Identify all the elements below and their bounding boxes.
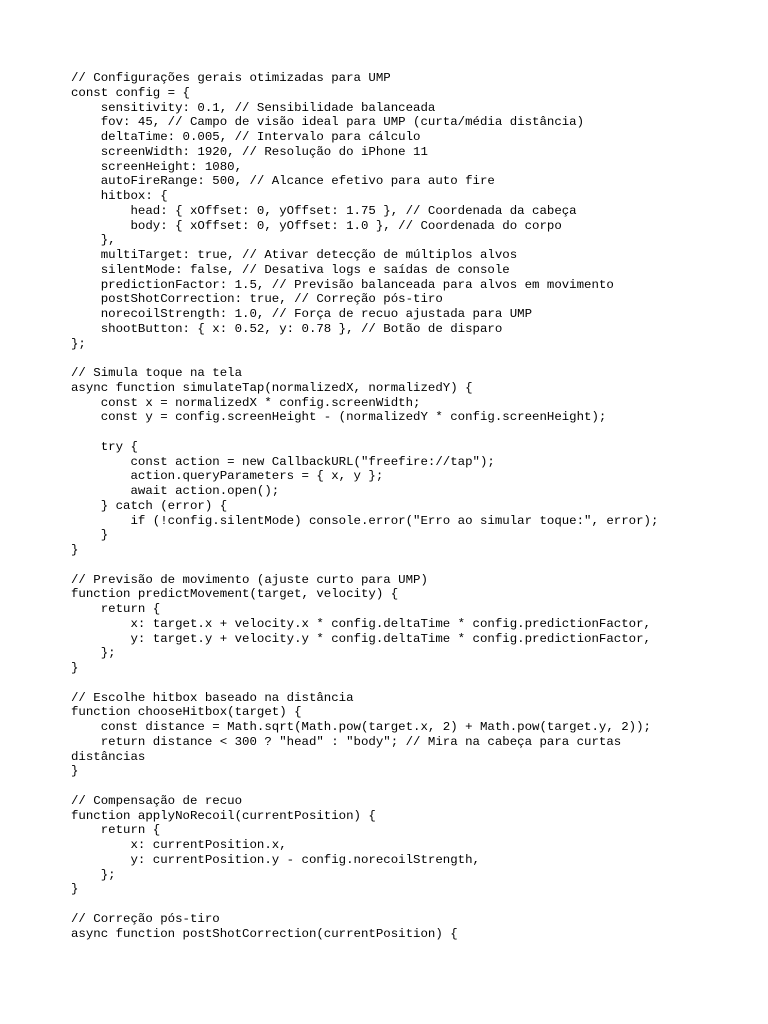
code-line: silentMode: false, // Desativa logs e saídas de console	[71, 262, 510, 277]
code-line: screenWidth: 1920, // Resolução do iPhone 11	[71, 144, 428, 159]
code-line: return distance < 300 ? "head" : "body"; // Mira na cabeça para curtas	[71, 734, 622, 749]
code-line: head: { xOffset: 0, yOffset: 1.75 }, // Coordenada da cabeça	[71, 203, 577, 218]
code-line: x: target.x + velocity.x * config.deltaTime * config.predictionFactor,	[71, 616, 651, 631]
code-line: async function simulateTap(normalizedX, normalizedY) {	[71, 380, 473, 395]
code-line: shootButton: { x: 0.52, y: 0.78 }, // Botão de disparo	[71, 321, 503, 336]
code-line: y: currentPosition.y - config.norecoilStrength,	[71, 852, 480, 867]
blank-line	[71, 676, 751, 691]
code-line: // Compensação de recuo	[71, 793, 243, 808]
code-line: x: currentPosition.x,	[71, 838, 287, 852]
code-line: // Simula toque na tela	[71, 366, 243, 380]
code-line: norecoilStrength: 1.0, // Força de recuo ajustada para UMP	[71, 307, 533, 321]
code-line: return {	[71, 602, 161, 616]
code-line: }	[71, 764, 79, 779]
code-line: const y = config.screenHeight - (normalizedY * config.screenHeight);	[71, 410, 607, 425]
code-line: }	[71, 528, 109, 543]
blank-line	[71, 425, 751, 440]
code-line: action.queryParameters = { x, y };	[71, 469, 384, 484]
code-line: // Escolhe hitbox baseado na distância	[71, 690, 354, 705]
code-line: sensitivity: 0.1, // Sensibilidade balanceada	[71, 100, 436, 115]
code-line: if (!config.silentMode) console.error("Erro ao simular toque:", error);	[71, 513, 659, 528]
code-line: }	[71, 661, 79, 675]
code-line: await action.open();	[71, 484, 280, 498]
blank-line	[71, 779, 751, 794]
code-line: const distance = Math.sqrt(Math.pow(target.x, 2) + Math.pow(target.y, 2));	[71, 720, 651, 734]
code-line: function predictMovement(target, velocity) {	[71, 587, 399, 602]
code-line: predictionFactor: 1.5, // Previsão balanceada para alvos em movimento	[71, 277, 614, 292]
code-line: multiTarget: true, // Ativar detecção de múltiplos alvos	[71, 248, 518, 262]
code-line: fov: 45, // Campo de visão ideal para UMP (curta/média distância)	[71, 115, 585, 130]
code-line: screenHeight: 1080,	[71, 159, 243, 174]
code-line: const x = normalizedX * config.screenWidth;	[71, 395, 421, 410]
code-line: },	[71, 233, 116, 248]
code-line: function applyNoRecoil(currentPosition) {	[71, 808, 376, 823]
code-listing	[71, 71, 751, 941]
code-line: deltaTime: 0.005, // Intervalo para cálculo	[71, 130, 421, 144]
code-line: };	[71, 646, 116, 661]
code-line: return {	[71, 823, 161, 838]
code-line: // Configurações gerais otimizadas para UMP	[71, 71, 391, 85]
code-line: body: { xOffset: 0, yOffset: 1.0 }, // Coordenada do corpo	[71, 218, 562, 233]
blank-line	[71, 897, 751, 912]
code-line: async function postShotCorrection(currentPosition) {	[71, 926, 458, 941]
code-line: autoFireRange: 500, // Alcance efetivo para auto fire	[71, 174, 495, 189]
code-line: // Correção pós-tiro	[71, 911, 220, 926]
code-line: y: target.y + velocity.y * config.deltaTime * config.predictionFactor,	[71, 631, 651, 646]
code-line: // Previsão de movimento (ajuste curto para UMP)	[71, 572, 428, 587]
blank-line	[71, 558, 751, 573]
code-line: const action = new CallbackURL("freefire://tap");	[71, 454, 495, 469]
code-line: }	[71, 882, 79, 897]
code-line: hitbox: {	[71, 189, 168, 203]
code-line: const config = {	[71, 85, 190, 100]
code-line: function chooseHitbox(target) {	[71, 705, 302, 720]
code-line: }	[71, 543, 79, 557]
code-line: distâncias	[71, 749, 146, 764]
code-line: postShotCorrection: true, // Correção pós-tiro	[71, 292, 443, 307]
code-line: };	[71, 336, 86, 351]
code-line: };	[71, 867, 116, 882]
blank-line	[71, 351, 751, 366]
code-line: } catch (error) {	[71, 498, 228, 513]
code-line: try {	[71, 439, 138, 454]
